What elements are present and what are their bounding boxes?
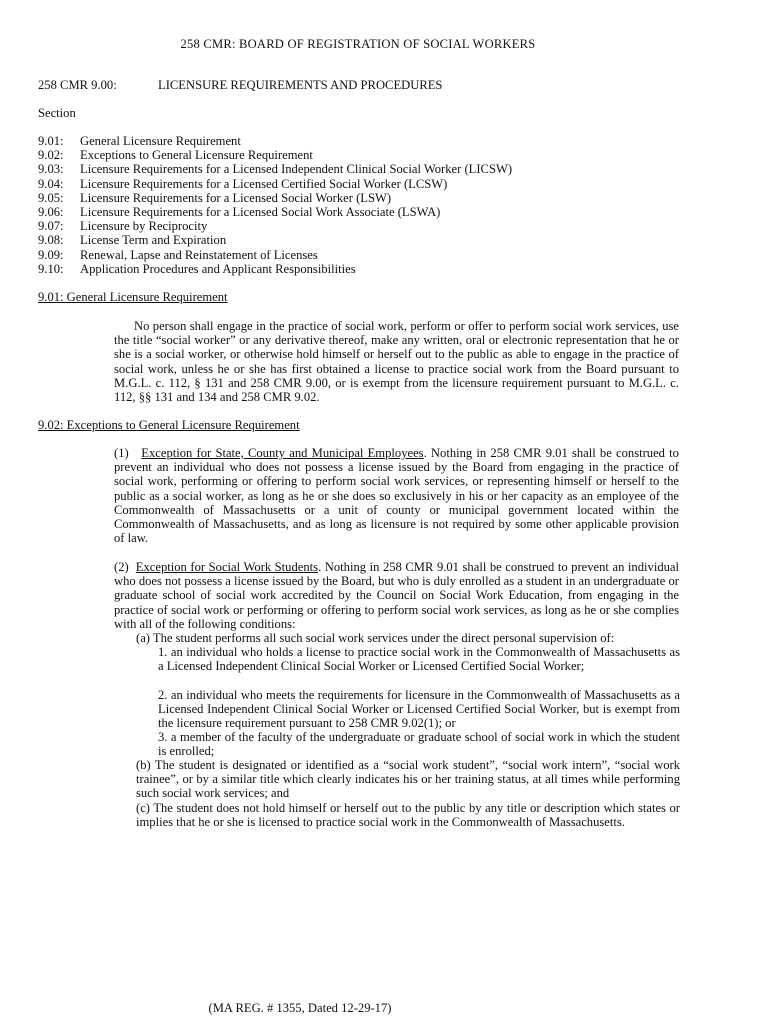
toc-item-title: Licensure by Reciprocity bbox=[80, 219, 208, 234]
condition-a-item-1: 1. an individual who holds a license to practice social work in the Commonwealth of Massachusetts as a Licensed Independent Clinical Social Worker or Licensed Certified Social Worker; bbox=[158, 645, 680, 674]
exception-2-paragraph bbox=[114, 560, 679, 631]
toc-item bbox=[38, 233, 718, 247]
toc-item bbox=[38, 219, 718, 233]
toc-item bbox=[38, 262, 718, 276]
toc-item-number: 9.10: bbox=[38, 261, 64, 276]
exception-2-body: . Nothing in 258 CMR 9.01 shall be construed to prevent an individual who does not possess a license issued by the Board, but who is duly enrolled as a student in an undergraduate or graduate school of social work accredited by the Council on Social Work Education, from engaging in the practice of social work or performing or offering to perform social work services, as long as he or she complies with all of the following conditions: bbox=[114, 560, 679, 631]
toc-item-number: 9.02: bbox=[38, 148, 64, 163]
toc-item-number: 9.04: bbox=[38, 176, 64, 191]
condition-b: (b) The student is designated or identified as a “social work student”, “social work intern”, “social work trainee”, or by a similar title which clearly indicates his or her training status, at all times while performing such social work services; and bbox=[136, 758, 680, 801]
toc-item bbox=[38, 162, 718, 176]
exception-1-title: Exception for State, County and Municipal Employees bbox=[141, 446, 424, 460]
section-label: Section bbox=[38, 106, 76, 120]
toc-item bbox=[38, 134, 718, 148]
exception-2-number: (2) bbox=[114, 560, 129, 574]
toc-item bbox=[38, 248, 718, 262]
section-901-heading: 9.01: General Licensure Requirement bbox=[38, 290, 228, 304]
exception-1-number: (1) bbox=[114, 446, 129, 460]
toc-item-title: Exceptions to General Licensure Requirement bbox=[80, 148, 313, 163]
toc-item-title: License Term and Expiration bbox=[80, 233, 227, 248]
toc-item-title: Renewal, Lapse and Reinstatement of Licenses bbox=[80, 247, 318, 262]
exception-1-body: . Nothing in 258 CMR 9.01 shall be construed to prevent an individual who does not possess a license issued by the Board from engaging in the practice of social work, performing or offering to perform social work services, or representing himself or herself to the public as a social worker, as long as he or she does so exclusively in his or her capacity as an employee of the Commonwealth of Massachusetts or a unit of county or municipal government located within the Commonwealth of Massachusetts, and as long as licensure is not required by some other applicable provision of law. bbox=[114, 446, 679, 546]
toc-item bbox=[38, 191, 718, 205]
toc-item bbox=[38, 205, 718, 219]
chapter-heading bbox=[38, 78, 718, 92]
exception-1-paragraph bbox=[114, 446, 679, 545]
toc-item bbox=[38, 148, 718, 162]
toc-item-number: 9.01: bbox=[38, 134, 64, 148]
toc-item-title: Licensure Requirements for a Licensed Independent Clinical Social Worker (LICSW) bbox=[80, 162, 513, 177]
toc-item-title: Licensure Requirements for a Licensed Social Work Associate (LSWA) bbox=[80, 204, 441, 219]
toc-item-title: General Licensure Requirement bbox=[80, 134, 241, 148]
toc-item-title: Licensure Requirements for a Licensed Social Worker (LSW) bbox=[80, 190, 392, 205]
chapter-number: 258 CMR 9.00: bbox=[38, 78, 117, 92]
condition-a-item-3: 3. a member of the faculty of the undergraduate or graduate school of social work in which the student is enrolled; bbox=[158, 730, 680, 759]
page-footer: (MA REG. # 1355, Dated 12-29-17) bbox=[208, 1001, 392, 1015]
toc-item bbox=[38, 177, 718, 191]
table-of-contents bbox=[38, 134, 718, 276]
section-901-body: No person shall engage in the practice of social work, perform or offer to perform social work services, use the title “social worker” or any derivative thereof, make any written, oral or electronic representation that he or she is a social worker, or otherwise hold himself or herself out to the public as able to engage in the practice of social work, unless he or she has first obtained a license to practice social work from the Board pursuant to M.G.L. c. 112, § 131 and 258 CMR 9.00, or is exempt from the licensure requirement pursuant to M.G.L. c. 112, §§ 131 and 134 and 258 CMR 9.02. bbox=[114, 319, 679, 405]
chapter-title: LICENSURE REQUIREMENTS AND PROCEDURES bbox=[158, 78, 443, 92]
toc-item-number: 9.08: bbox=[38, 233, 64, 248]
toc-item-title: Application Procedures and Applicant Responsibilities bbox=[80, 261, 356, 276]
toc-item-number: 9.03: bbox=[38, 162, 64, 177]
section-902-heading: 9.02: Exceptions to General Licensure Requirement bbox=[38, 418, 300, 432]
toc-item-number: 9.05: bbox=[38, 190, 64, 205]
page-header: 258 CMR: BOARD OF REGISTRATION OF SOCIAL WORKERS bbox=[180, 37, 536, 51]
condition-c: (c) The student does not hold himself or herself out to the public by any title or description which states or implies that he or she is licensed to practice social work in the Commonwealth of Massachusetts. bbox=[136, 801, 680, 830]
condition-a-item-2: 2. an individual who meets the requirements for licensure in the Commonwealth of Massachusetts as a Licensed Independent Clinical Social Worker or Licensed Certified Social Worker, but is exempt from the licensure requirement pursuant to 258 CMR 9.02(1); or bbox=[158, 688, 680, 731]
exception-2-title: Exception for Social Work Students bbox=[135, 560, 319, 574]
toc-item-number: 9.07: bbox=[38, 219, 64, 234]
toc-item-title: Licensure Requirements for a Licensed Certified Social Worker (LCSW) bbox=[80, 176, 448, 191]
condition-a: (a) The student performs all such social work services under the direct personal supervision of: bbox=[136, 631, 615, 645]
toc-item-number: 9.09: bbox=[38, 247, 64, 262]
toc-item-number: 9.06: bbox=[38, 204, 64, 219]
